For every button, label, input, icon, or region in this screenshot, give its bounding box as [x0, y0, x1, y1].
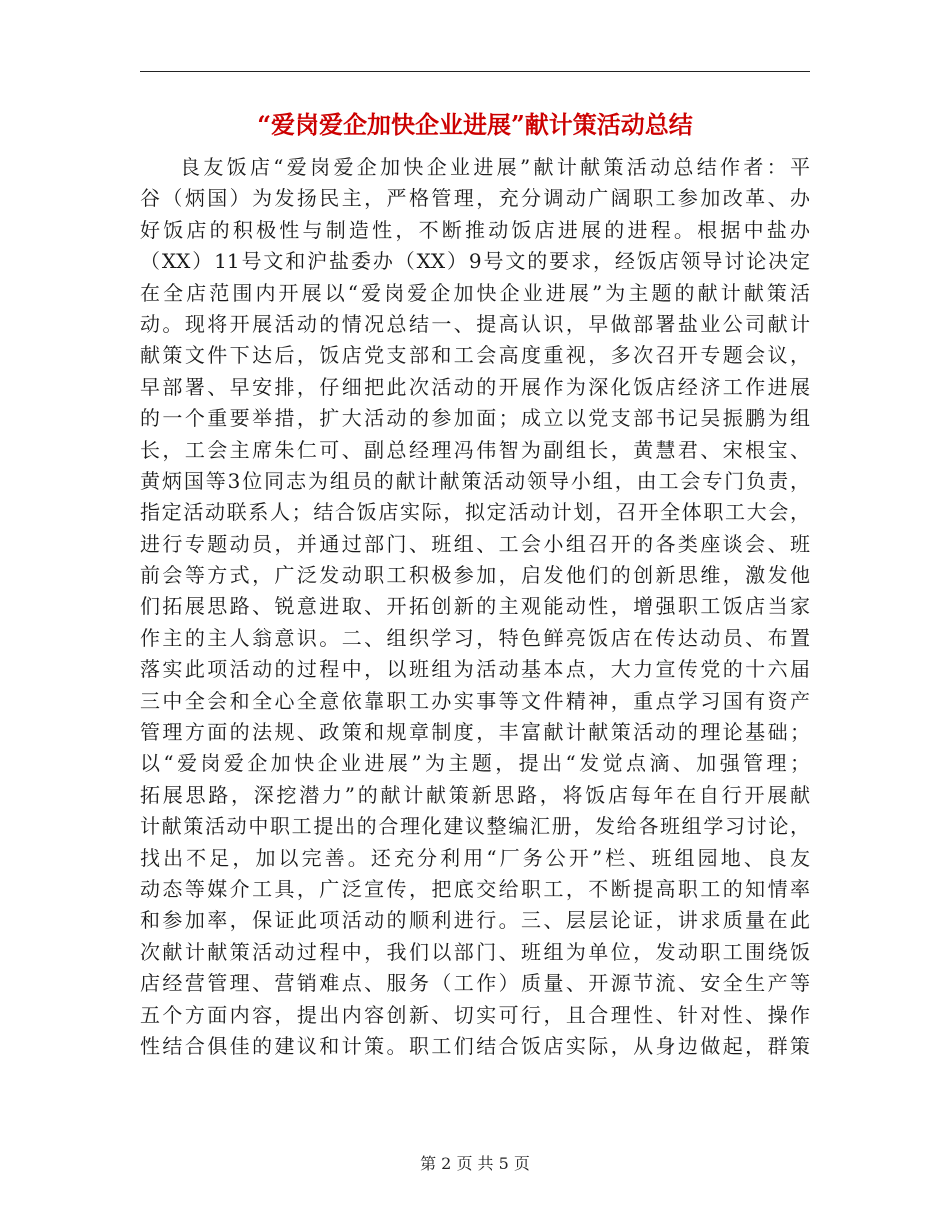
text-line: 谷（炳国）为发扬民主，严格管理，充分调动广阔职工参加改革、办 — [140, 186, 810, 211]
text-line: 良友饭店“爱岗爱企加快企业进展”献计献策活动总结作者：平 — [180, 155, 810, 179]
text-line: 落实此项活动的过程中，以班组为活动基本点，大力宣传党的十六届 — [140, 657, 810, 682]
text-line: 献策文件下达后，饭店党支部和工会高度重视，多次召开专题会议， — [140, 343, 810, 368]
text-line: 早部署、早安排，仔细把此次活动的开展作为深化饭店经济工作进展 — [140, 374, 810, 399]
text-line: （XX）11号文和沪盐委办（XX）9号文的要求，经饭店领导讨论决定 — [140, 249, 810, 274]
text-line: 三中全会和全心全意依靠职工办实事等文件精神，重点学习国有资产 — [140, 688, 810, 713]
body-paragraph — [140, 152, 810, 1062]
page-number-footer: 第 2 页 共 5 页 — [420, 1154, 530, 1173]
text-line: 指定活动联系人；结合饭店实际，拟定活动计划，召开全体职工大会， — [140, 500, 810, 525]
text-line: 找出不足，加以完善。还充分利用“厂务公开”栏、班组园地、良友 — [140, 845, 810, 870]
text-line: 五个方面内容，提出内容创新、切实可行，且合理性、针对性、操作 — [140, 1002, 810, 1027]
text-line: 的一个重要举措，扩大活动的参加面；成立以党支部书记吴振鹏为组 — [140, 406, 810, 431]
text-line: 性结合俱佳的建议和计策。职工们结合饭店实际，从身边做起，群策 — [140, 1033, 810, 1058]
text-line: 次献计献策活动过程中，我们以部门、班组为单位，发动职工围绕饭 — [140, 939, 810, 964]
text-line: 管理方面的法规、政策和规章制度，丰富献计献策活动的理论基础； — [140, 720, 810, 745]
text-line: 和参加率，保证此项活动的顺利进行。三、层层论证，讲求质量在此 — [140, 908, 810, 933]
document-title: “爱岗爱企加快企业进展”献计策活动总结 — [257, 110, 693, 139]
text-line: 们拓展思路、锐意进取、开拓创新的主观能动性，增强职工饭店当家 — [140, 594, 810, 619]
text-line: 好饭店的积极性与制造性，不断推动饭店进展的进程。根据中盐办 — [140, 217, 810, 242]
text-line: 计献策活动中职工提出的合理化建议整编汇册，发给各班组学习讨论， — [140, 814, 810, 839]
text-line: 前会等方式，广泛发动职工积极参加，启发他们的创新思维，激发他 — [140, 563, 810, 588]
text-line: 以“爱岗爱企加快企业进展”为主题，提出“发觉点滴、加强管理； — [140, 751, 810, 776]
text-line: 黄炳国等3位同志为组员的献计献策活动领导小组，由工会专门负责， — [140, 468, 810, 493]
text-line: 拓展思路，深挖潜力”的献计献策新思路，将饭店每年在自行开展献 — [140, 782, 810, 807]
text-line: 动。现将开展活动的情况总结一、提高认识，早做部署盐业公司献计 — [140, 311, 810, 336]
text-line: 在全店范围内开展以“爱岗爱企加快企业进展”为主题的献计献策活 — [140, 280, 810, 305]
header-rule — [140, 71, 810, 72]
text-line: 作主的主人翁意识。二、组织学习，特色鲜亮饭店在传达动员、布置 — [140, 625, 810, 650]
text-line: 进行专题动员，并通过部门、班组、工会小组召开的各类座谈会、班 — [140, 531, 810, 556]
text-line: 动态等媒介工具，广泛宣传，把底交给职工，不断提高职工的知情率 — [140, 876, 810, 901]
text-line: 店经营管理、营销难点、服务（工作）质量、开源节流、安全生产等 — [140, 971, 810, 996]
text-line: 长，工会主席朱仁可、副总经理冯伟智为副组长，黄慧君、宋根宝、 — [140, 437, 810, 462]
